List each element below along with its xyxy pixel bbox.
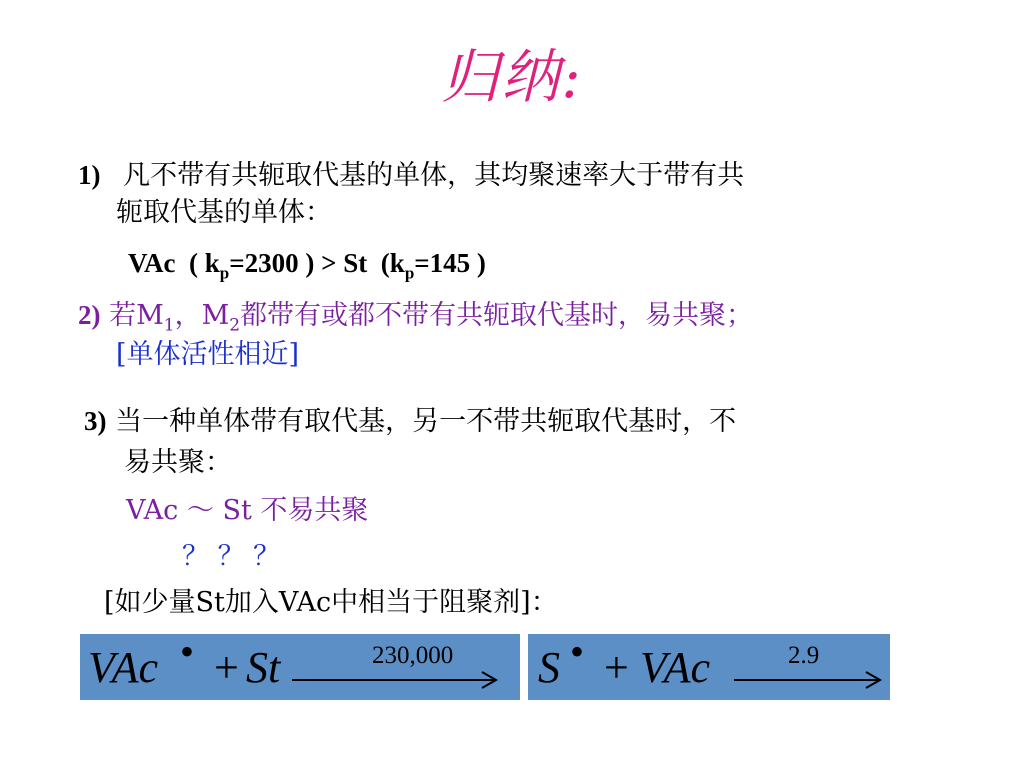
- item1-left-value: =2300 ): [229, 248, 315, 278]
- slide-title: 归纳:: [441, 43, 583, 111]
- item1-line2: 轭取代基的单体：: [116, 197, 332, 228]
- item2-sub1: 1: [163, 315, 175, 336]
- item2-text-c: 都带有或都不带有共轭取代基时，易共聚；: [240, 300, 754, 331]
- eq1-plus: +: [214, 643, 239, 692]
- item2-text-a: 若M: [109, 300, 164, 331]
- item1-left-kp: ( k: [189, 248, 220, 278]
- item1-right-monomer: St: [343, 248, 368, 278]
- reaction-arrow-icon: [734, 670, 894, 690]
- kp-subscript: p: [404, 263, 415, 283]
- equation-box-1: [80, 629, 520, 700]
- eq2-plus: +: [604, 643, 629, 692]
- radical-dot-icon: •: [570, 629, 585, 674]
- item1-relation: >: [321, 248, 337, 278]
- item1-left-monomer: VAc: [128, 248, 176, 278]
- kp-subscript: p: [219, 263, 230, 283]
- item2-number: 2): [78, 300, 101, 330]
- reaction-arrow-icon: [292, 670, 512, 690]
- eq2-monomer: VAc: [640, 643, 711, 692]
- item3-question: ？ ？ ？: [182, 541, 281, 572]
- eq1-rate: 230,000: [372, 642, 454, 669]
- equation-box-2: [528, 629, 890, 700]
- item3-example: VAc ～ St 不易共聚: [126, 495, 369, 526]
- item1-text-line1: 凡不带有共轭取代基的单体，其均聚速率大于带有共: [123, 160, 745, 191]
- item2-sub2: 2: [229, 315, 241, 336]
- item3-line1: [84, 404, 736, 439]
- item3-note: [如少量St加入VAc中相当于阻聚剂]：: [104, 587, 558, 618]
- eq1-radical: VAc: [88, 643, 159, 692]
- item2-line1: [78, 298, 753, 342]
- item1-example: [128, 246, 486, 290]
- item1-right-kp: (k: [380, 248, 405, 278]
- item2-note: [单体活性相近]: [116, 339, 300, 370]
- item3-number: 3): [84, 406, 107, 436]
- eq2-rate: 2.9: [788, 642, 820, 669]
- item2-text-b: ，M: [174, 300, 230, 331]
- item1-line1: [78, 158, 744, 193]
- item3-line2: 易共聚：: [124, 447, 232, 478]
- item1-right-value: =145 ): [414, 248, 486, 278]
- eq1-monomer: St: [246, 643, 281, 692]
- radical-dot-icon: •: [180, 629, 195, 674]
- item3-text-line1: 当一种单体带有取代基，另一不带共轭取代基时，不: [115, 406, 737, 437]
- item1-number: 1): [78, 160, 101, 190]
- eq2-radical: S: [538, 643, 560, 692]
